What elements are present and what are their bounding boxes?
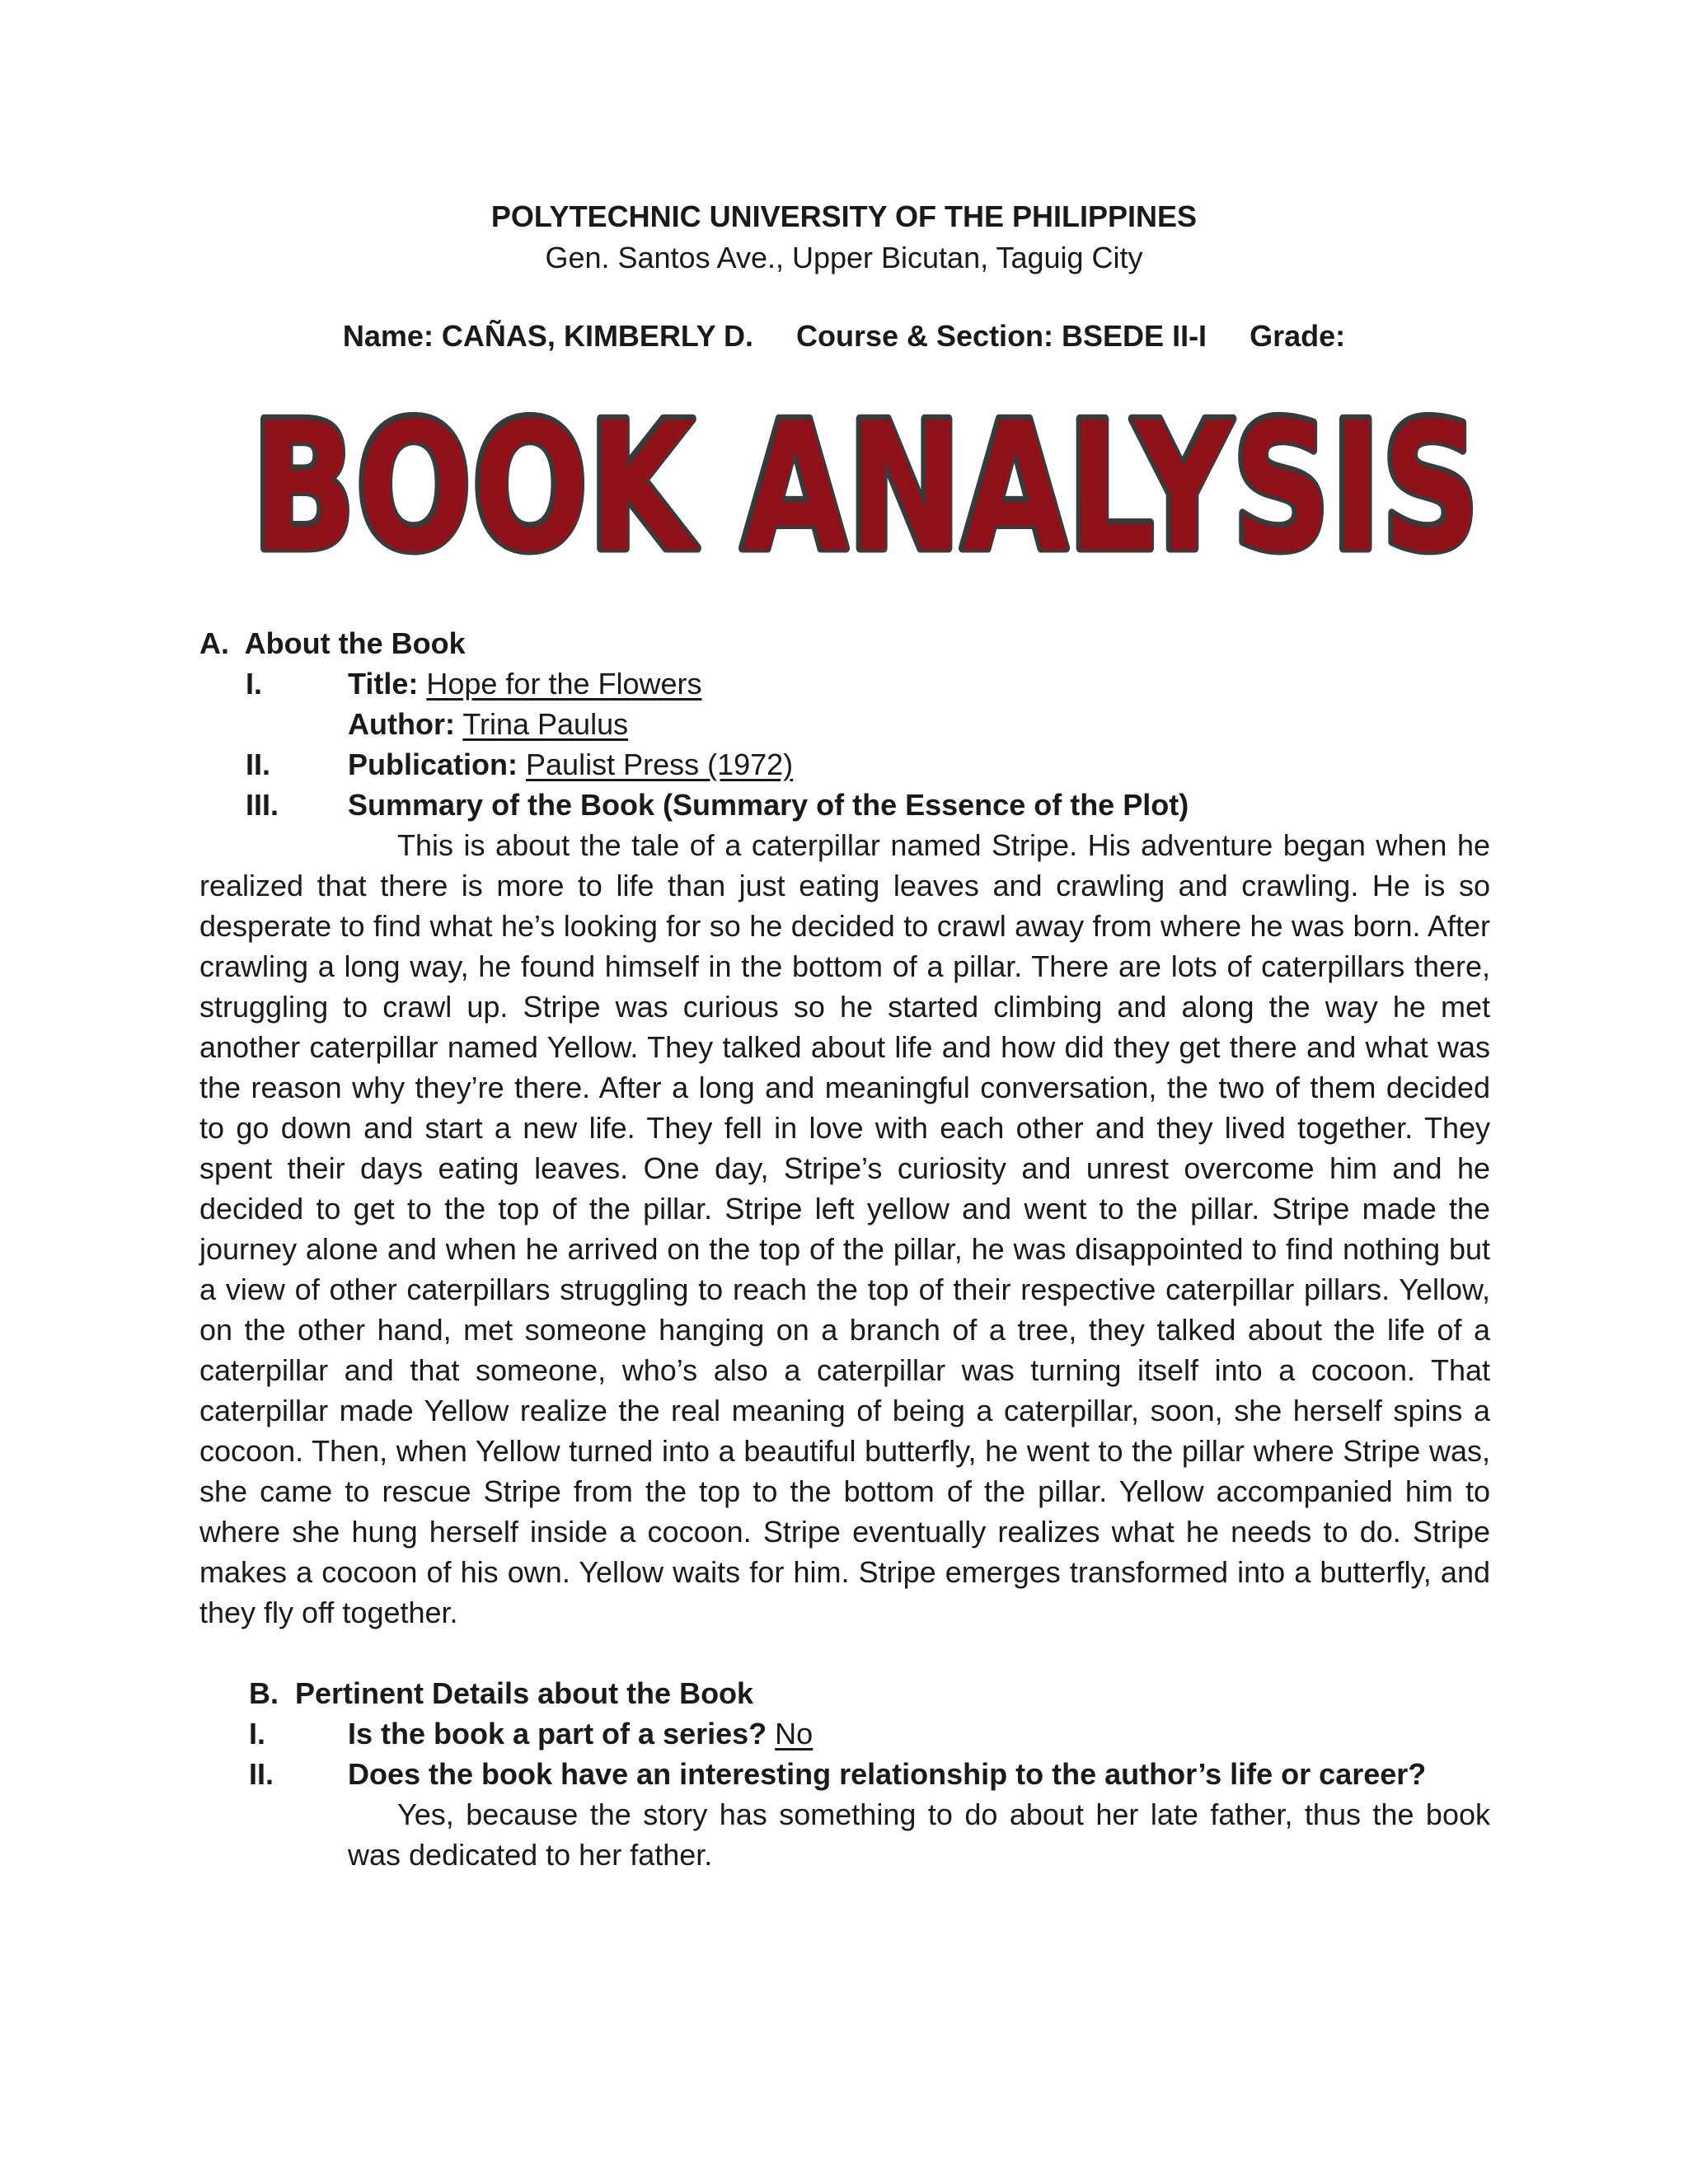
- relationship-question-label: Does the book have an interesting relationship to the author’s life or career?: [348, 1757, 1427, 1791]
- banner-title: BOOK ANALYSIS: [251, 383, 1479, 590]
- student-name: Name: CAÑAS, KIMBERLY D.: [342, 319, 753, 353]
- series-question-item: [249, 1713, 1490, 1754]
- publication-label: Publication:: [348, 748, 518, 781]
- series-question-label: Is the book a part of a series?: [348, 1717, 767, 1750]
- publication-number: II.: [246, 748, 271, 781]
- publication-value: Paulist Press (1972): [526, 748, 794, 781]
- document-header: [0, 196, 1688, 279]
- summary-number: III.: [246, 788, 279, 822]
- relationship-question-number: II.: [249, 1757, 274, 1791]
- summary-paragraph: This is about the tale of a caterpillar named Stripe. His adventure began when he realized that there is more to life than just eating leaves and crawling and crawling. He is so desperate to find what he’s looking for so he decided to crawl away from where he was born. After crawling a long way, he found himself in the bottom of a pillar. There are lots of caterpillars there, struggling to crawl up. Stripe was curious so he started climbing and along the way he met another caterpillar named Yellow. They talked about life and how did they get there and what was the reason why they’re there. After a long and meaningful conversation, the two of them decided to go down and start a new life. They fell in love with each other and they lived together. They spent their days eating leaves. One day, Stripe’s curiosity and unrest overcome him and he decided to get to the top of the pillar. Stripe left yellow and went to the pillar. Stripe made the journey alone and when he arrived on the top of the pillar, he was disappointed to find nothing but a view of other caterpillars struggling to reach the top of their respective caterpillar pillars. Yellow, on the other hand, met someone hanging on a branch of a tree, they talked about the life of a caterpillar and that someone, who’s also a caterpillar was turning itself into a cocoon. That caterpillar made Yellow realize the real meaning of being a caterpillar, soon, she herself spins a cocoon. Then, when Yellow turned into a beautiful butterfly, he went to the pillar where Stripe was, she came to rescue Stripe from the top to the bottom of the pillar. Yellow accompanied him to where she hung herself inside a cocoon. Stripe eventually realizes what he needs to do. Stripe makes a cocoon of his own. Yellow waits for him. Stripe emerges transformed into a butterfly, and they fly off together.: [199, 828, 1490, 1629]
- section-a-heading: A. About the Book: [199, 626, 466, 660]
- publication-item: [246, 744, 1490, 785]
- course-section: Course & Section: BSEDE II-I: [795, 319, 1207, 353]
- university-name: POLYTECHNIC UNIVERSITY OF THE PHILIPPINES: [490, 199, 1198, 233]
- publication-line: [348, 744, 793, 785]
- title-item: [246, 663, 1490, 704]
- relationship-question-item: [249, 1754, 1490, 1794]
- summary-heading-item: [246, 785, 1490, 825]
- series-question-number: I.: [249, 1717, 266, 1750]
- title-number: I.: [246, 667, 263, 701]
- relationship-answer: Yes, because the story has something to do about her late father, thus the book was dedicated to her father.: [348, 1797, 1490, 1872]
- section-b-heading: B. Pertinent Details about the Book: [249, 1676, 754, 1710]
- document-content: [199, 623, 1490, 1875]
- author-item: [246, 704, 1490, 744]
- summary-heading: Summary of the Book (Summary of the Essence of the Plot): [348, 788, 1189, 822]
- student-info: [0, 316, 1688, 357]
- book-analysis-banner: [223, 383, 1508, 626]
- title-line: [348, 663, 702, 704]
- author-label: Author:: [348, 707, 455, 741]
- title-value: Hope for the Flowers: [426, 667, 702, 701]
- series-question-line: [348, 1713, 813, 1754]
- author-line: [348, 704, 628, 744]
- grade-field: Grade:: [1250, 319, 1346, 353]
- title-label: Title:: [348, 667, 419, 701]
- university-address: Gen. Santos Ave., Upper Bicutan, Taguig City: [545, 241, 1143, 274]
- author-value: Trina Paulus: [462, 707, 629, 741]
- series-answer: No: [775, 1717, 814, 1750]
